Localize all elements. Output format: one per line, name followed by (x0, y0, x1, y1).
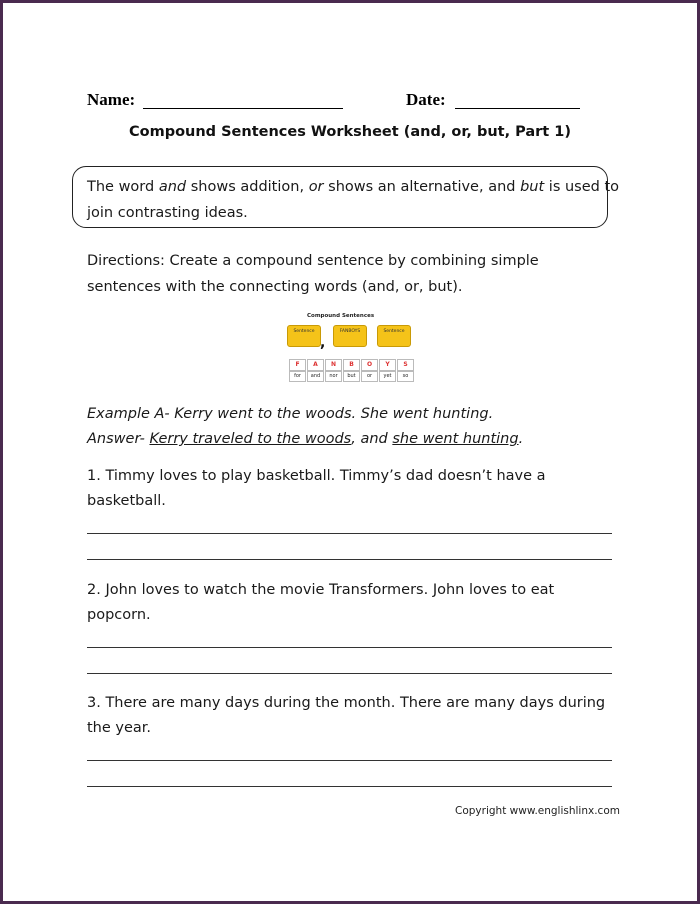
answer-line-2a[interactable] (87, 647, 612, 648)
graphic-comma: , (320, 335, 326, 351)
fanboys-letter: Y (379, 359, 396, 371)
info-line-2: join contrasting ideas. (87, 205, 248, 221)
answer-line-3b[interactable] (87, 786, 612, 787)
example-answer: Answer- Kerry traveled to the woods, and she went hunting. (87, 431, 524, 447)
answer-line-2b[interactable] (87, 673, 612, 674)
fanboys-letter: N (325, 359, 342, 371)
fanboys-word: but (343, 371, 360, 382)
answer-line-1a[interactable] (87, 533, 612, 534)
question-3-line-1: 3. There are many days during the month. There are many days during (87, 695, 606, 711)
fanboys-letters (289, 359, 415, 371)
answer-line-3a[interactable] (87, 760, 612, 761)
worksheet-title: Compound Sentences Worksheet (and, or, but, Part 1) (128, 124, 572, 140)
fanboys-letter: S (397, 359, 414, 371)
fanboys-graphic (285, 313, 425, 385)
worksheet-page (3, 3, 697, 901)
fanboys-word: yet (379, 371, 396, 382)
fanboys-word: so (397, 371, 414, 382)
question-3-line-2: the year. (87, 720, 152, 736)
fanboys-word: and (307, 371, 324, 382)
question-1-line-1: 1. Timmy loves to play basketball. Timmy’s dad doesn’t have a (87, 468, 546, 484)
fanboys-word: nor (325, 371, 342, 382)
fanboys-words (289, 371, 415, 382)
info-line-1: The word and shows addition, or shows an alternative, and but is used to (87, 179, 620, 195)
example-line: Example A- Kerry went to the woods. She went hunting. (87, 406, 494, 422)
date-field[interactable] (455, 91, 580, 109)
fanboys-word: for (289, 371, 306, 382)
question-2-line-2: popcorn. (87, 607, 151, 623)
fanboys-letter: O (361, 359, 378, 371)
answer-line-1b[interactable] (87, 559, 612, 560)
name-field[interactable] (143, 91, 343, 109)
question-2-line-1: 2. John loves to watch the movie Transformers. John loves to eat (87, 582, 555, 598)
directions-line-1: Directions: Create a compound sentence by combining simple (87, 253, 539, 269)
puzzle-piece-right: Sentence (377, 325, 411, 347)
fanboys-letter: F (289, 359, 306, 371)
puzzle-piece-middle: FANBOYS (333, 325, 367, 347)
fanboys-word: or (361, 371, 378, 382)
directions-line-2: sentences with the connecting words (and, or, but). (87, 279, 463, 295)
fanboys-letter: B (343, 359, 360, 371)
copyright-text: Copyright www.englishlinx.com (455, 805, 620, 817)
puzzle-piece-left: Sentence (287, 325, 321, 347)
date-label: Date: (406, 90, 446, 109)
name-label: Name: (87, 90, 136, 109)
graphic-title: Compound Sentences (307, 313, 375, 319)
fanboys-letter: A (307, 359, 324, 371)
question-1-line-2: basketball. (87, 493, 166, 509)
